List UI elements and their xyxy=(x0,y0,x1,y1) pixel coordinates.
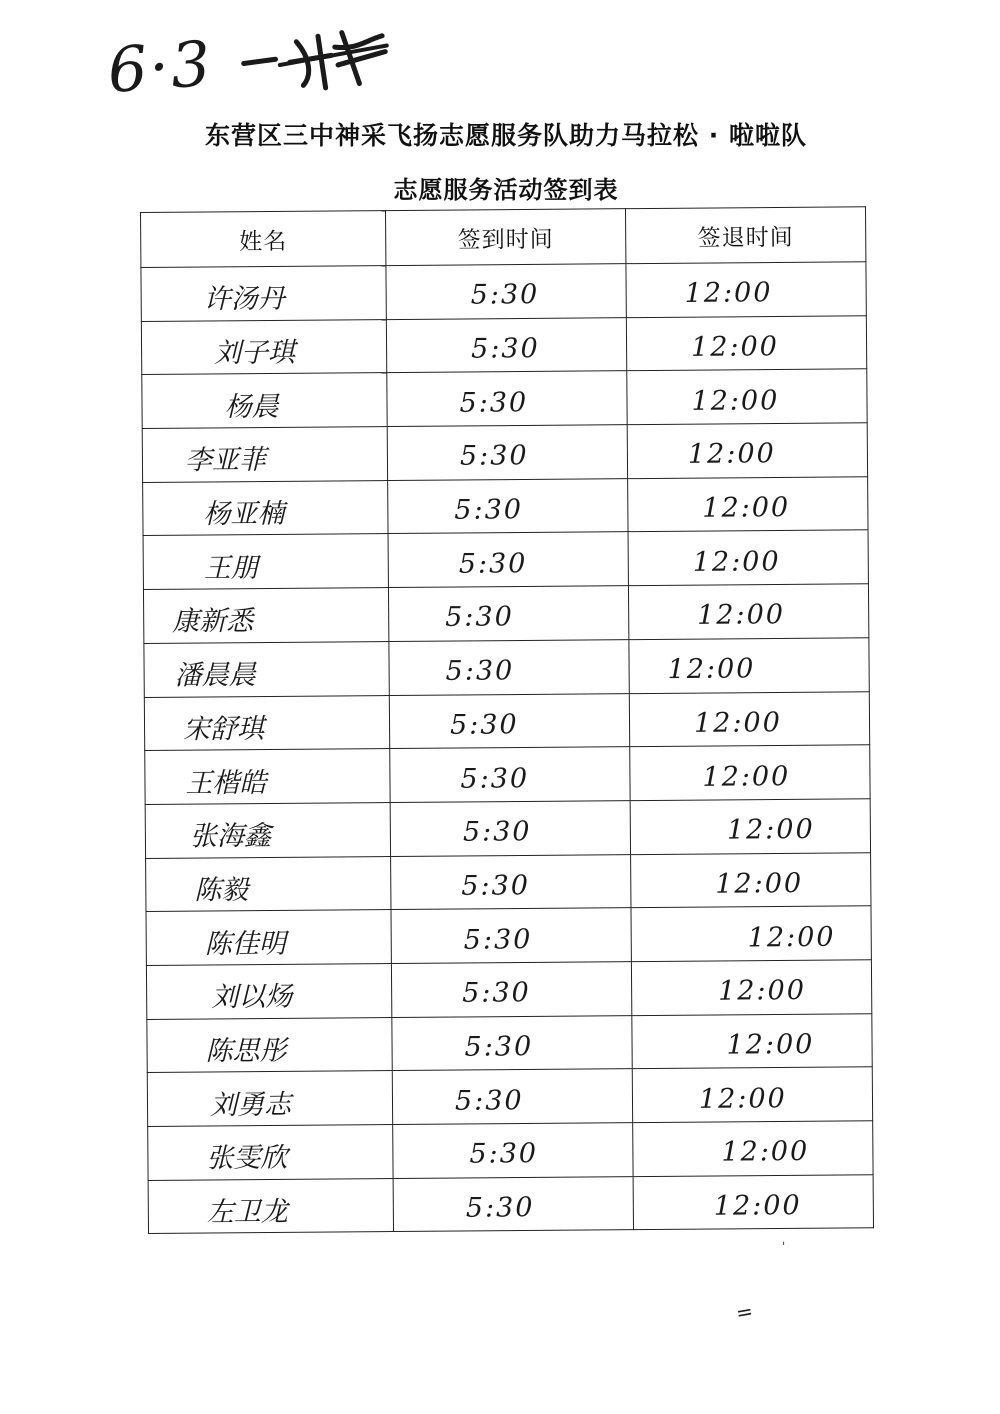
stray-pen-mark: = xyxy=(734,1298,755,1326)
signature-name: 王朋 xyxy=(203,552,258,584)
check-out-time: 12:00 xyxy=(715,867,804,900)
check-out-cell xyxy=(630,745,870,801)
name-cell xyxy=(143,588,388,644)
check-out-cell xyxy=(631,960,871,1016)
name-cell xyxy=(147,1017,392,1073)
table-header-row xyxy=(141,207,866,268)
check-out-time: 12:00 xyxy=(667,653,756,686)
table-row xyxy=(148,1174,873,1233)
check-in-time: 5:30 xyxy=(445,655,515,687)
signature-name: 陈佳明 xyxy=(204,928,286,960)
check-out-time: 12:00 xyxy=(698,1082,787,1115)
check-out-cell xyxy=(629,638,869,694)
check-out-time: 12:00 xyxy=(684,277,773,310)
check-in-cell xyxy=(389,693,629,749)
name-cell xyxy=(142,373,387,429)
signature-name: 张海鑫 xyxy=(189,820,272,853)
check-in-time: 5:30 xyxy=(458,547,528,580)
table-row xyxy=(146,906,871,965)
name-cell xyxy=(148,1178,393,1234)
check-in-cell xyxy=(393,1123,633,1179)
check-out-time: 12:00 xyxy=(697,599,786,632)
check-in-time: 5:30 xyxy=(449,709,519,741)
check-in-time: 5:30 xyxy=(464,1031,534,1063)
check-in-time: 5:30 xyxy=(460,762,530,795)
table-row xyxy=(143,477,868,536)
document-title: 东营区三中神采飞扬志愿服务队助力马拉松 · 啦啦队 xyxy=(205,121,807,150)
name-cell xyxy=(147,1071,392,1127)
check-out-time: 12:00 xyxy=(702,492,791,524)
check-out-time: 12:00 xyxy=(713,1190,802,1222)
check-out-cell xyxy=(631,852,871,908)
check-in-time: 5:30 xyxy=(465,1192,535,1224)
check-in-time: 5:30 xyxy=(470,333,540,365)
signature-name: 潘晨晨 xyxy=(174,659,256,692)
sign-in-sheet xyxy=(140,206,872,1234)
check-in-time: 5:30 xyxy=(454,494,524,526)
check-out-time: 12:00 xyxy=(702,760,791,793)
handwritten-date-note xyxy=(105,14,392,110)
signature-name: 刘子琪 xyxy=(213,337,296,370)
signature-name: 李亚菲 xyxy=(184,445,267,477)
header-name: 姓名 xyxy=(141,211,386,268)
table-row xyxy=(143,584,868,643)
check-in-cell xyxy=(386,264,626,320)
check-out-time: 12:00 xyxy=(726,1028,815,1061)
name-cell xyxy=(142,427,387,483)
check-in-cell xyxy=(387,425,627,481)
table-row xyxy=(146,960,871,1019)
table-row xyxy=(145,799,870,858)
check-out-cell xyxy=(627,423,867,479)
table-row xyxy=(141,262,866,321)
check-in-time: 5:30 xyxy=(469,1138,539,1171)
document-subtitle: 志愿服务活动签到表 xyxy=(393,176,619,204)
name-cell xyxy=(144,641,389,697)
signature-name: 陈思彤 xyxy=(205,1035,287,1068)
name-cell xyxy=(143,480,388,536)
check-in-cell xyxy=(392,1069,632,1125)
check-out-time: 12:00 xyxy=(747,921,836,954)
table-row xyxy=(142,369,867,428)
check-in-time: 5:30 xyxy=(454,1084,524,1117)
signature-name: 刘勇志 xyxy=(209,1089,292,1121)
table-row xyxy=(145,745,870,804)
signature-name: 许汤丹 xyxy=(203,283,285,316)
name-cell xyxy=(146,910,391,966)
crossed-out-scribble xyxy=(238,21,393,101)
name-cell xyxy=(143,534,388,590)
name-cell xyxy=(146,963,391,1019)
check-out-time: 12:00 xyxy=(721,1136,810,1169)
check-out-time: 12:00 xyxy=(690,331,780,363)
table-row xyxy=(144,638,869,697)
check-in-cell xyxy=(391,854,631,910)
check-in-cell xyxy=(388,586,628,642)
check-in-cell xyxy=(386,317,626,373)
check-out-cell xyxy=(630,799,870,855)
name-cell xyxy=(148,1125,393,1181)
header-check-out: 签退时间 xyxy=(625,207,865,264)
check-out-cell xyxy=(626,262,866,318)
check-out-cell xyxy=(627,369,867,425)
check-in-cell xyxy=(392,1015,632,1071)
check-out-cell xyxy=(632,1067,872,1123)
signature-name: 宋舒琪 xyxy=(182,713,265,746)
signature-name: 王楷皓 xyxy=(185,767,267,799)
signature-name: 康新悉 xyxy=(172,606,254,638)
signature-name: 杨晨 xyxy=(224,391,279,423)
name-cell xyxy=(146,856,391,912)
check-in-time: 5:30 xyxy=(459,440,529,473)
stray-pen-mark: ˈ xyxy=(782,1240,786,1254)
check-out-cell xyxy=(628,584,868,640)
name-cell xyxy=(141,266,386,322)
table-row xyxy=(147,1013,872,1072)
check-in-cell xyxy=(388,478,628,534)
check-out-time: 12:00 xyxy=(726,814,815,846)
check-out-cell xyxy=(633,1174,873,1230)
attendance-table xyxy=(140,206,874,1234)
check-in-cell xyxy=(390,747,630,803)
table-row xyxy=(143,530,868,589)
check-out-cell xyxy=(626,315,866,371)
signature-name: 左卫龙 xyxy=(206,1196,288,1229)
check-in-cell xyxy=(390,801,630,857)
check-in-time: 5:30 xyxy=(462,977,531,1009)
signature-name: 张雯欣 xyxy=(206,1142,288,1175)
name-cell xyxy=(145,749,390,805)
table-row xyxy=(147,1067,872,1126)
signature-name: 陈毅 xyxy=(194,874,249,907)
check-in-time: 5:30 xyxy=(470,279,540,311)
table-row xyxy=(148,1121,873,1180)
check-out-cell xyxy=(633,1121,873,1177)
check-out-time: 12:00 xyxy=(691,384,780,417)
check-in-cell xyxy=(388,532,628,588)
check-in-cell xyxy=(389,639,629,695)
check-out-time: 12:00 xyxy=(718,975,807,1007)
signature-name: 杨亚楠 xyxy=(203,498,285,531)
check-in-time: 5:30 xyxy=(459,386,529,419)
check-out-cell xyxy=(628,530,868,586)
check-in-cell xyxy=(387,371,627,427)
signature-name: 刘以炀 xyxy=(211,981,293,1014)
check-out-cell xyxy=(632,1013,872,1069)
check-in-time: 5:30 xyxy=(445,601,514,634)
check-out-time: 12:00 xyxy=(687,438,776,471)
table-row xyxy=(142,423,867,482)
table-row xyxy=(144,691,869,750)
check-in-time: 5:30 xyxy=(462,816,532,848)
check-out-time: 12:00 xyxy=(692,545,781,578)
table-row xyxy=(146,852,871,911)
check-out-time: 12:00 xyxy=(693,707,782,739)
table-row xyxy=(141,315,866,374)
handwritten-date: 6·3 xyxy=(105,26,215,107)
check-in-time: 5:30 xyxy=(463,923,533,956)
check-out-cell xyxy=(628,477,868,533)
name-cell xyxy=(144,695,389,751)
check-in-cell xyxy=(393,1176,633,1232)
check-in-cell xyxy=(391,962,631,1018)
name-cell xyxy=(141,319,386,375)
check-out-cell xyxy=(631,906,871,962)
check-in-cell xyxy=(391,908,631,964)
check-out-cell xyxy=(629,691,869,747)
header-check-in: 签到时间 xyxy=(385,209,625,266)
check-in-time: 5:30 xyxy=(461,870,531,902)
name-cell xyxy=(145,802,390,858)
